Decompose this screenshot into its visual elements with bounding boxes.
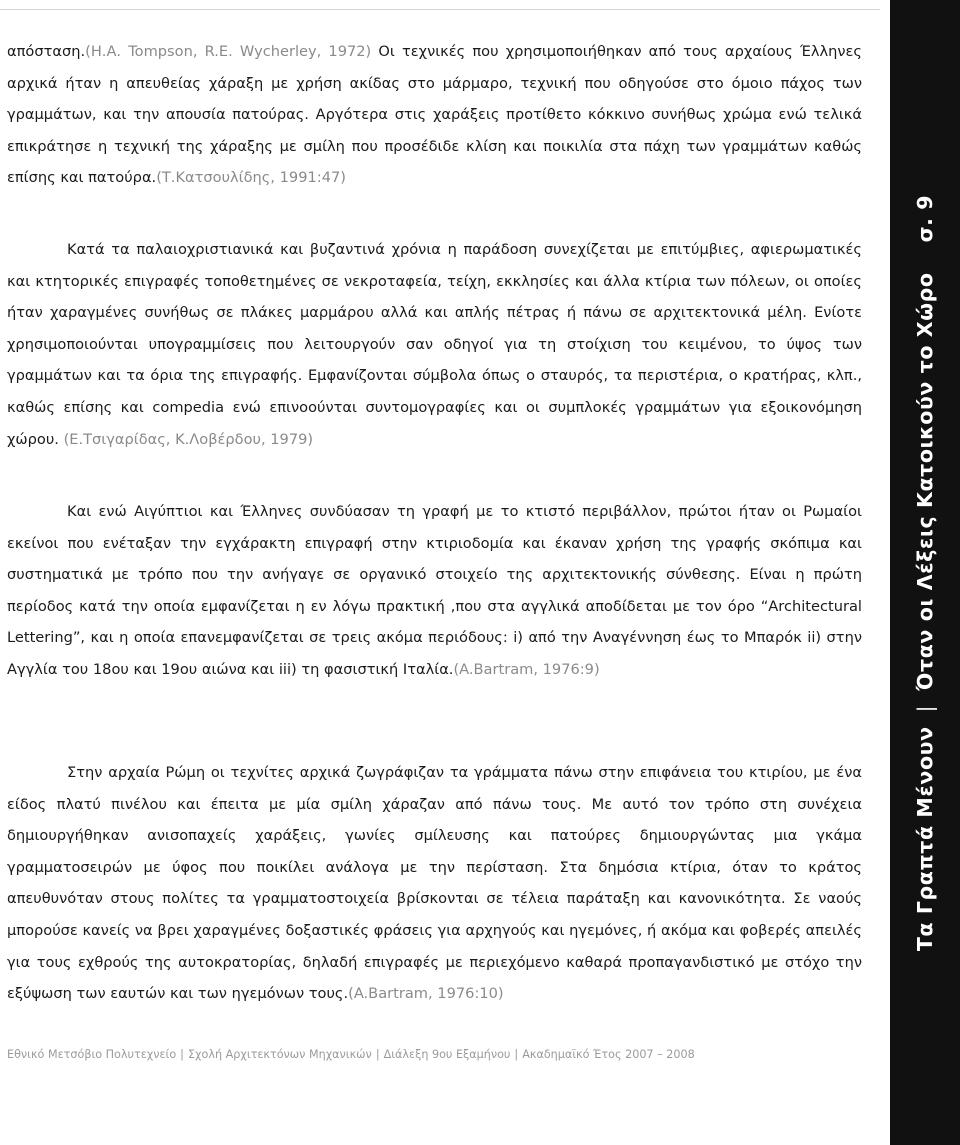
banner-separator: | bbox=[913, 704, 937, 712]
side-banner-text bbox=[913, 194, 937, 950]
paragraph-text: Στην αρχαία Ρώμη οι τεχνίτες αρχικά ζωγράφιζαν τα γράμματα πάνω στην επιφάνεια του κτιρίου, με ένα είδος πλατύ πινέλου και έπειτα με μία σμίλη χάραζαν από πάνω τους. Με αυτό τον τρόπο στη συνέχεια δημιουργήθηκαν ανισοπαχείς χαράξεις, γωνίες σμίλευσης και πατούρες δημιουργώντας μια γκάμα γραμματοσειρών με ύφος που ποικίλει ανάλογα με την περίσταση. Στα δημόσια κτίρια, όταν το κράτος απευθυνόταν στους πολίτες τα γραμματοστοιχεία βρίσκονται σε τέλεια παράταξη και κανονικότητα. Σε ναούς μπορούσε κανείς να βρει χαραγμένες δοξαστικές φράσεις για αρχηγούς και ηγεμόνες, ή ακόμα και φοβερές απειλές για τους εχθρούς της αυτοκρατορίας, δηλαδή επιγραφές με περιεχόμενο καθαρά προπαγανδιστικό με στόχο την εξύψωση των εαυτών και των ηγεμόνων τους. bbox=[7, 764, 862, 1003]
page-number: σ. 9 bbox=[913, 194, 937, 242]
citation: (Η.Α. Tompson, R.E. Wycherley, 1972) bbox=[85, 43, 372, 60]
banner-title: Τα Γραπτά Μένουν bbox=[913, 725, 937, 951]
footer-separator: | bbox=[514, 1048, 519, 1061]
paragraph-text: Και ενώ Αιγύπτιοι και Έλληνες συνδύασαν τη γραφή με το κτιστό περιβάλλον, πρώτοι ήταν οι Ρωμαίοι εκείνοι που ενέταξαν την εγχάρακτη επιγραφή στην κτιριοδομία και έκαναν χρήση της γραφής σκόπιμα και συστηματικά με τρόπο που την ανήγαγε σε οργανικό στοιχείο της αρχιτεκτονικής σύνθεσης. Είναι η πρώτη περίοδος κατά την οποία εμφανίζεται η εν λόγω πρακτική ,που στα αγγλικά αποδίδεται με τον όρο “Architectural Lettering”, και η οποία επανεμφανίζεται σε τρεις ακόμα περιόδους: i) από την Αναγέννηση έως το Μπαρόκ ii) στην Αγγλία του 18ου και 19ου αιώνα και iii) τη φασιστική Ιταλία. bbox=[7, 503, 862, 678]
footer-school: Σχολή Αρχιτεκτόνων Μηχανικών bbox=[187, 1048, 372, 1061]
citation: (Τ.Κατσουλίδης, 1991:47) bbox=[156, 169, 346, 187]
paragraph-3 bbox=[7, 496, 862, 686]
footer-academic-year: Ακαδημαϊκό Έτος 2007 – 2008 bbox=[522, 1048, 695, 1061]
footer-institution: Εθνικό Μετσόβιο Πολυτεχνείο bbox=[7, 1048, 177, 1061]
side-banner bbox=[890, 0, 960, 1145]
footer-separator: | bbox=[180, 1048, 184, 1061]
paragraph-text: Οι τεχνικές που χρησιμοποιήθηκαν από τους αρχαίους Έλληνες αρχικά ήταν η απευθείας χάραξη με χρήση ακίδας στο μάρμαρο, τεχνική που οδηγούσε στο όμοιο πάχος των γραμμάτων, και την απουσία πατούρας. Αργότερα στις χαράξεις προτίθετο κόκκινο συνήθως χρώμα ενώ τελικά επικράτησε η τεχνική της χάραξης με σμίλη που προσέδιδε κλίση και ποικιλία στα πάχη των γραμμάτων καθώς επίσης και πατούρα. bbox=[7, 43, 862, 187]
footer-separator: | bbox=[375, 1048, 380, 1061]
paragraph-1 bbox=[7, 36, 862, 194]
page-footer bbox=[7, 1048, 695, 1061]
citation: (A.Bartram, 1976:9) bbox=[453, 660, 600, 678]
paragraph-4 bbox=[7, 757, 862, 1010]
citation: (Ε.Τσιγαρίδας, Κ.Λοβέρδου, 1979) bbox=[63, 430, 314, 448]
banner-subtitle: Όταν οι Λέξεις Κατοικούν το Χώρο bbox=[913, 271, 937, 691]
paragraph-2 bbox=[7, 234, 862, 455]
footer-lecture: Διάλεξη 9ου Εξαμήνου bbox=[383, 1048, 511, 1061]
citation: (A.Bartram, 1976:10) bbox=[348, 985, 504, 1003]
paragraph-lead: απόσταση. bbox=[7, 43, 86, 60]
paragraph-text: Κατά τα παλαιοχριστιανικά και βυζαντινά χρόνια η παράδοση συνεχίζεται με επιτύμβιες, αφιερωματικές και κτητορικές επιγραφές τοποθετημένες σε νεκροταφεία, τείχη, εκκλησίες και άλλα κτίρια των πόλεων, οι οποίες ήταν χαραγμένες συνήθως σε πλάκες μαρμάρου αλλά και απλής πέτρας ή πάνω σε αρχιτεκτονικά μέλη. Ενίοτε χρησιμοποιούνται υπογραμμίσεις που λειτουργούν σαν οδηγοί για τη στοίχιση του κειμένου, το ύψος των γραμμάτων και τα όρια της επιγραφής. Εμφανίζονται σύμβολα όπως ο σταυρός, τα περιστέρια, ο κρατήρας, κλπ., καθώς επίσης και compedia ενώ επινοούνται συντομογραφίες και οι συμπλοκές γραμμάτων για εξοικονόμηση χώρου. bbox=[7, 241, 862, 448]
top-rule bbox=[0, 9, 880, 10]
